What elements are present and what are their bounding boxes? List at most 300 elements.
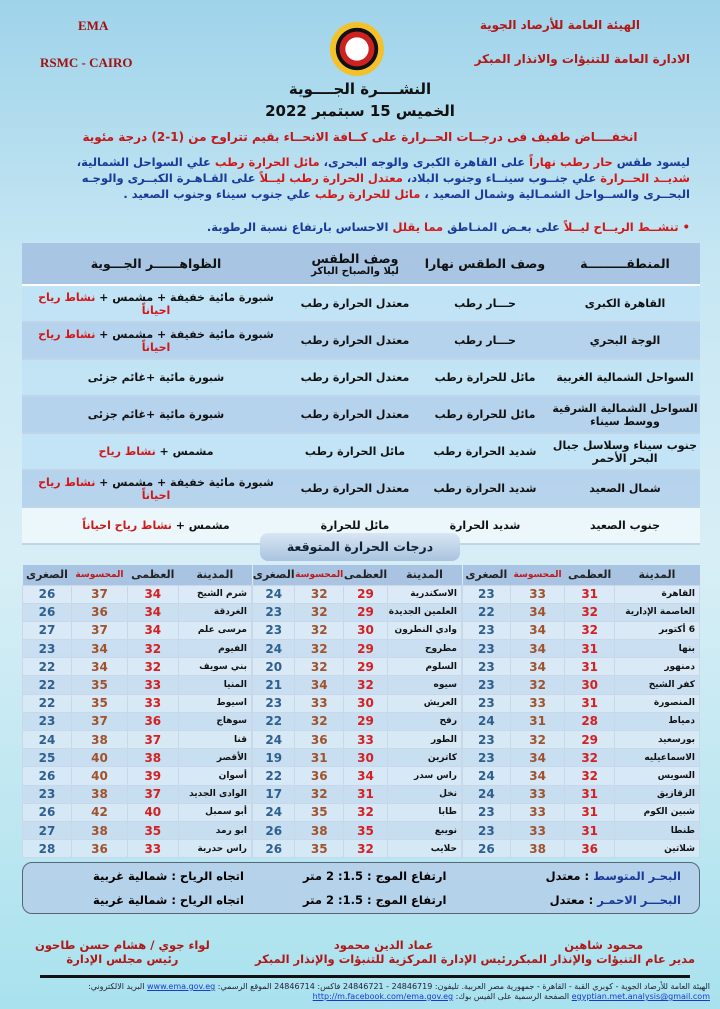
cell-city: الاسكندرية — [387, 585, 461, 603]
cell-night: معتدل الحرارة رطب — [290, 285, 420, 322]
cell-feels: 32 — [295, 603, 344, 621]
cell-min: 26 — [253, 840, 295, 858]
cell-city: شبين الكوم — [614, 803, 699, 821]
text-segment: مما يقلل — [388, 220, 444, 234]
cell-feels: 36 — [71, 840, 127, 858]
cell-min: 22 — [23, 658, 72, 676]
cell-city: الاسماعيليه — [614, 749, 699, 767]
city-row — [463, 676, 700, 694]
sea-state-box — [22, 862, 700, 914]
cell-min: 26 — [463, 840, 511, 858]
phenomena-warning: نشاط رياح احياناً — [38, 475, 171, 502]
cell-max: 29 — [344, 658, 388, 676]
weather-row — [22, 285, 700, 322]
cell-feels: 38 — [295, 821, 344, 839]
text-segment: شديــد الحــرارة — [596, 171, 690, 185]
city-row — [23, 676, 252, 694]
cell-feels: 34 — [295, 676, 344, 694]
cell-max: 31 — [565, 694, 614, 712]
cell-phenomena — [22, 396, 290, 433]
cell-max: 33 — [128, 840, 179, 858]
cell-max: 33 — [128, 676, 179, 694]
cell-min: 24 — [253, 640, 295, 658]
ema-label: EMA — [78, 18, 109, 33]
cell-night: معتدل الحرارة رطب — [290, 359, 420, 396]
sea-state: : معتدل — [549, 893, 594, 907]
cell-min: 22 — [463, 603, 511, 621]
col-max: العظمى — [344, 565, 388, 585]
phenomena-warning: نشاط رياح احياناً — [38, 327, 171, 354]
cell-max: 32 — [344, 840, 388, 858]
cell-city: أبو سمبل — [178, 803, 251, 821]
cell-min: 23 — [23, 640, 72, 658]
cell-city: سيوه — [387, 676, 461, 694]
email-link[interactable]: egyptian.met.analysis@gmail.com — [571, 992, 710, 1001]
signer-name: لواء جوي / هشام حسن طاحون — [35, 938, 210, 952]
cell-night: معتدل الحرارة رطب — [290, 396, 420, 433]
cell-feels: 33 — [510, 803, 565, 821]
cell-city: كاترين — [387, 749, 461, 767]
cell-feels: 42 — [71, 803, 127, 821]
cell-max: 33 — [128, 694, 179, 712]
cell-min: 22 — [23, 694, 72, 712]
cell-night: مائل للحرارة — [290, 507, 420, 544]
header-row — [23, 565, 252, 585]
cell-max: 31 — [565, 821, 614, 839]
cell-feels: 34 — [71, 658, 127, 676]
col-max: العظمى — [565, 565, 614, 585]
city-row — [253, 749, 462, 767]
cell-max: 32 — [344, 676, 388, 694]
cell-city: الطور — [387, 731, 461, 749]
cell-city: بورسعيد — [614, 731, 699, 749]
cell-min: 20 — [253, 658, 295, 676]
col-max: العظمى — [128, 565, 179, 585]
cell-feels: 32 — [510, 676, 565, 694]
cell-max: 34 — [128, 585, 179, 603]
city-row — [253, 767, 462, 785]
sea-name: البحـــر الاحمـر — [597, 893, 681, 907]
cell-city: العلمين الجديدة — [387, 603, 461, 621]
signer-role: مدير عام التنبؤات والإنذار المبكر — [512, 952, 695, 966]
cell-max: 34 — [344, 767, 388, 785]
cell-city: الأقصر — [178, 749, 251, 767]
cell-city: الغردقة — [178, 603, 251, 621]
cell-min: 26 — [253, 821, 295, 839]
text-segment: على القاهرة الكبرى والوجه البحرى، — [319, 155, 526, 169]
website-link[interactable]: www.ema.gov.eg — [146, 982, 216, 991]
facebook-label: الصفحة الرسمية على الفيس بوك: — [453, 992, 572, 1001]
phenomena-warning: نشاط رياح احياناً — [82, 519, 172, 532]
cell-feels: 31 — [510, 712, 565, 730]
cell-city: نخل — [387, 785, 461, 803]
sea-mediterranean — [546, 869, 681, 883]
cell-region: جنوب سيناء وسلاسل جبال البحر الأحمر — [550, 433, 700, 470]
cell-feels: 32 — [510, 731, 565, 749]
cell-city: مطروح — [387, 640, 461, 658]
cell-feels: 37 — [71, 621, 127, 639]
cell-max: 39 — [128, 767, 179, 785]
cell-city: مرسى علم — [178, 621, 251, 639]
cell-max: 30 — [344, 694, 388, 712]
cell-min: 22 — [253, 767, 295, 785]
weather-row — [22, 396, 700, 433]
cell-city: الزقازيق — [614, 785, 699, 803]
city-row — [253, 712, 462, 730]
cell-feels: 36 — [295, 731, 344, 749]
cell-city: نويبع — [387, 821, 461, 839]
col-day: وصف الطقس نهارا — [420, 243, 550, 285]
cell-city: قنا — [178, 731, 251, 749]
signature-3 — [35, 938, 210, 966]
wave-height: ارتفاع الموج : 1.5: 2 متر — [303, 893, 447, 907]
col-feels: المحسوسة — [510, 565, 565, 585]
cell-city: السلوم — [387, 658, 461, 676]
cell-city: المنصورة — [614, 694, 699, 712]
cell-min: 23 — [463, 640, 511, 658]
cell-city: السويس — [614, 767, 699, 785]
cell-max: 31 — [565, 585, 614, 603]
col-night — [290, 243, 420, 285]
cell-phenomena — [22, 322, 290, 359]
cell-min: 24 — [23, 731, 72, 749]
phenomena-warning: نشاط رياح — [98, 445, 156, 458]
cell-night: معتدل الحرارة رطب — [290, 470, 420, 507]
cell-city: وادي النطرون — [387, 621, 461, 639]
cell-feels: 34 — [510, 658, 565, 676]
cell-feels: 35 — [295, 840, 344, 858]
cell-max: 32 — [128, 658, 179, 676]
cell-feels: 34 — [510, 640, 565, 658]
cell-city: دمياط — [614, 712, 699, 730]
cell-max: 36 — [128, 712, 179, 730]
cell-night: مائل الحرارة رطب — [290, 433, 420, 470]
cell-min: 23 — [463, 803, 511, 821]
cell-max: 31 — [344, 785, 388, 803]
cell-max: 32 — [344, 803, 388, 821]
signature-2 — [255, 938, 512, 966]
cell-feels: 34 — [510, 749, 565, 767]
facebook-link[interactable]: http://m.facebook.com/ema.gov.eg — [312, 992, 454, 1001]
cell-max: 34 — [128, 621, 179, 639]
city-row — [23, 712, 252, 730]
city-row — [253, 785, 462, 803]
cell-city: العريش — [387, 694, 461, 712]
temps-title: درجات الحرارة المتوقعة — [260, 533, 460, 561]
city-row — [23, 658, 252, 676]
cell-min: 24 — [253, 585, 295, 603]
cell-city: الوادى الجديد — [178, 785, 251, 803]
cell-feels: 32 — [295, 712, 344, 730]
city-row — [253, 676, 462, 694]
col-city: المدينة — [178, 565, 251, 585]
cell-day: حـــار رطب — [420, 285, 550, 322]
city-row — [23, 585, 252, 603]
city-row — [463, 821, 700, 839]
cell-city: دمنهور — [614, 658, 699, 676]
text-segment: معتدل الحرارة رطب ليــلاً — [255, 171, 403, 185]
cell-feels: 34 — [71, 640, 127, 658]
cell-day: شديد الحرارة رطب — [420, 470, 550, 507]
cell-max: 30 — [565, 676, 614, 694]
cell-day: شديد الحرارة — [420, 507, 550, 544]
city-row — [23, 785, 252, 803]
city-row — [463, 603, 700, 621]
sea-name: البحـر المتوسط — [593, 869, 681, 883]
city-row — [23, 621, 252, 639]
city-row — [253, 640, 462, 658]
cell-max: 32 — [565, 603, 614, 621]
wave-height: ارتفاع الموج : 1.5: 2 متر — [303, 869, 447, 883]
cell-region: القاهرة الكبرى — [550, 285, 700, 322]
cell-min: 21 — [253, 676, 295, 694]
city-row — [253, 621, 462, 639]
cell-max: 31 — [565, 785, 614, 803]
text-segment: حار رطب نهاراً — [525, 155, 613, 169]
cell-feels: 35 — [71, 676, 127, 694]
cell-min: 24 — [253, 803, 295, 821]
phenomena-text: شبورة مائية +غائم جزئى — [87, 408, 225, 421]
cell-city: رفح — [387, 712, 461, 730]
signer-role: رئيس الإدارة المركزية للتنبؤات والإنذار المبكر — [255, 952, 513, 966]
email-label: البريد الالكتروني: — [88, 982, 147, 991]
cell-feels: 38 — [71, 821, 127, 839]
cell-max: 28 — [565, 712, 614, 730]
cell-max: 29 — [344, 712, 388, 730]
cell-feels: 34 — [510, 621, 565, 639]
city-row — [253, 694, 462, 712]
city-row — [253, 585, 462, 603]
cell-phenomena — [22, 359, 290, 396]
cell-city: الفيوم — [178, 640, 251, 658]
cell-feels: 36 — [71, 603, 127, 621]
cell-city: العاصمة الإدارية — [614, 603, 699, 621]
cell-min: 26 — [23, 767, 72, 785]
cell-min: 24 — [463, 785, 511, 803]
city-row — [253, 803, 462, 821]
cell-day: شديد الحرارة رطب — [420, 433, 550, 470]
text-segment: ليسود طقس — [612, 155, 690, 169]
col-min: الصغرى — [23, 565, 72, 585]
cell-region: شمال الصعيد — [550, 470, 700, 507]
cell-feels: 33 — [295, 694, 344, 712]
cell-max: 37 — [128, 785, 179, 803]
cell-max: 29 — [344, 640, 388, 658]
col-region: المنطقـــــــــة — [550, 243, 700, 285]
text-segment: علي جنوب سيناء وجنوب الصعيد . — [123, 187, 311, 201]
cell-min: 23 — [23, 712, 72, 730]
cell-feels: 34 — [510, 767, 565, 785]
cell-min: 26 — [23, 803, 72, 821]
footer-contact: الهيئة العامة للأرصاد الجوية - كوبري القبة - القاهرة - جمهورية مصر العربية. تليفون: 24846719 - 24846721 فاكس: 24846714 الموقع الرسمي: — [215, 982, 710, 991]
cell-min: 25 — [23, 749, 72, 767]
cell-max: 31 — [565, 640, 614, 658]
weather-row — [22, 470, 700, 507]
sea-state: : معتدل — [545, 869, 590, 883]
cell-feels: 38 — [71, 785, 127, 803]
col-min: الصغرى — [253, 565, 295, 585]
cell-feels: 40 — [71, 767, 127, 785]
divider — [40, 975, 690, 978]
cell-feels: 33 — [510, 694, 565, 712]
cell-min: 23 — [463, 749, 511, 767]
phenomena-warning: نشاط رياح احياناً — [38, 290, 171, 317]
text-segment: • — [678, 220, 690, 234]
cell-city: بني سويف — [178, 658, 251, 676]
city-row — [463, 840, 700, 858]
cell-min: 23 — [253, 603, 295, 621]
city-row — [463, 803, 700, 821]
cell-min: 22 — [23, 676, 72, 694]
signer-name: محمود شاهين — [564, 938, 644, 952]
text-segment: على بعـض المنـاطق — [443, 220, 560, 234]
city-row — [463, 712, 700, 730]
cell-phenomena — [22, 433, 290, 470]
cell-max: 30 — [344, 749, 388, 767]
cell-min: 23 — [463, 585, 511, 603]
cell-day: مائل للحرارة رطب — [420, 359, 550, 396]
cell-feels: 36 — [295, 767, 344, 785]
text-segment: علي السواحل الشمالية، — [76, 155, 211, 169]
signer-name: عماد الدين محمود — [333, 938, 434, 952]
temps-table-3 — [22, 565, 252, 858]
cell-max: 32 — [565, 749, 614, 767]
cell-feels: 40 — [71, 749, 127, 767]
cell-max: 40 — [128, 803, 179, 821]
col-city: المدينة — [614, 565, 699, 585]
city-row — [463, 731, 700, 749]
city-row — [463, 767, 700, 785]
cell-min: 23 — [253, 621, 295, 639]
cell-feels: 33 — [510, 785, 565, 803]
city-row — [23, 603, 252, 621]
header-row — [253, 565, 462, 585]
city-row — [23, 767, 252, 785]
city-row — [463, 658, 700, 676]
cell-max: 30 — [344, 621, 388, 639]
col-night-sub: ليلا والصباح الباكر — [311, 265, 399, 277]
cell-city: المنيا — [178, 676, 251, 694]
city-row — [463, 785, 700, 803]
cell-min: 19 — [253, 749, 295, 767]
city-row — [23, 694, 252, 712]
phenomena-text: مشمس + — [155, 445, 214, 458]
org-name: الهيئة العامة للأرصاد الجوية — [479, 18, 640, 32]
cell-region: السواحل الشمالية الشرقية ووسط سيناء — [550, 396, 700, 433]
cell-min: 28 — [23, 840, 72, 858]
weather-row — [22, 322, 700, 359]
cell-max: 35 — [128, 821, 179, 839]
cell-max: 29 — [565, 731, 614, 749]
cell-min: 24 — [463, 767, 511, 785]
cell-feels: 38 — [510, 840, 565, 858]
cell-min: 24 — [253, 731, 295, 749]
cell-city: شلاتين — [614, 840, 699, 858]
text-segment: مائل الحرارة رطب — [210, 155, 320, 169]
col-feels: المحسوسة — [295, 565, 344, 585]
city-row — [463, 749, 700, 767]
cell-feels: 32 — [295, 658, 344, 676]
cell-max: 32 — [565, 767, 614, 785]
phenomena-text: شبورة مائية خفيفة + مشمس + — [95, 327, 274, 341]
city-row — [23, 821, 252, 839]
text-segment: الاحساس بارتفاع نسبة الرطوبة. — [206, 220, 389, 234]
cell-city: شرم الشيخ — [178, 585, 251, 603]
cell-city: طابا — [387, 803, 461, 821]
city-row — [253, 731, 462, 749]
cell-feels: 38 — [71, 731, 127, 749]
cell-max: 33 — [344, 731, 388, 749]
temps-table-1 — [462, 565, 700, 858]
wind-direction: اتجاه الرياح : شمالية غربية — [93, 869, 244, 883]
cell-region: الوجة البحري — [550, 322, 700, 359]
col-city: المدينة — [387, 565, 461, 585]
city-row — [463, 621, 700, 639]
cell-min: 23 — [463, 694, 511, 712]
col-phenomena: الظواهــــــر الجـــوية — [22, 243, 290, 285]
cell-phenomena — [22, 285, 290, 322]
cell-city: 6 أكتوبر — [614, 621, 699, 639]
cell-feels: 32 — [295, 640, 344, 658]
cell-phenomena — [22, 470, 290, 507]
cell-city: راس سدر — [387, 767, 461, 785]
cell-feels: 32 — [295, 585, 344, 603]
cell-min: 23 — [463, 821, 511, 839]
cell-max: 32 — [565, 621, 614, 639]
cell-min: 26 — [23, 603, 72, 621]
dept-name: الادارة العامة للتنبؤات والانذار المبكر — [474, 52, 690, 66]
cell-max: 34 — [128, 603, 179, 621]
city-row — [23, 731, 252, 749]
cell-feels: 33 — [510, 585, 565, 603]
city-row — [463, 694, 700, 712]
cell-min: 27 — [23, 821, 72, 839]
city-row — [463, 640, 700, 658]
cell-phenomena — [22, 507, 290, 544]
cell-feels: 33 — [510, 821, 565, 839]
cell-city: أسوان — [178, 767, 251, 785]
cell-region: جنوب الصعيد — [550, 507, 700, 544]
cell-feels: 35 — [295, 803, 344, 821]
footer — [10, 982, 710, 1002]
cell-max: 29 — [344, 603, 388, 621]
city-row — [253, 840, 462, 858]
cell-min: 23 — [23, 785, 72, 803]
cell-min: 26 — [23, 585, 72, 603]
rsmc-label: RSMC - CAIRO — [40, 55, 133, 70]
cell-feels: 31 — [295, 749, 344, 767]
cell-min: 17 — [253, 785, 295, 803]
weather-row — [22, 433, 700, 470]
cell-day: مائل للحرارة رطب — [420, 396, 550, 433]
cell-max: 36 — [565, 840, 614, 858]
cell-region: السواحل الشمالية الغربية — [550, 359, 700, 396]
cell-min: 23 — [463, 676, 511, 694]
cell-min: 23 — [463, 621, 511, 639]
ema-logo-icon — [330, 22, 384, 76]
cell-city: حلايب — [387, 840, 461, 858]
phenomena-text: شبورة مائية خفيفة + مشمس + — [95, 475, 274, 489]
phenomena-text: شبورة مائية خفيفة + مشمس + — [95, 290, 274, 304]
cell-city: اسيوط — [178, 694, 251, 712]
cell-feels: 35 — [71, 694, 127, 712]
cell-min: 23 — [463, 731, 511, 749]
forecast-paragraph — [40, 154, 690, 202]
signer-role: رئيس مجلس الإدارة — [66, 952, 179, 966]
cell-city: سوهاج — [178, 712, 251, 730]
cell-max: 31 — [565, 803, 614, 821]
phenomena-text: شبورة مائية +غائم جزئى — [87, 371, 225, 384]
